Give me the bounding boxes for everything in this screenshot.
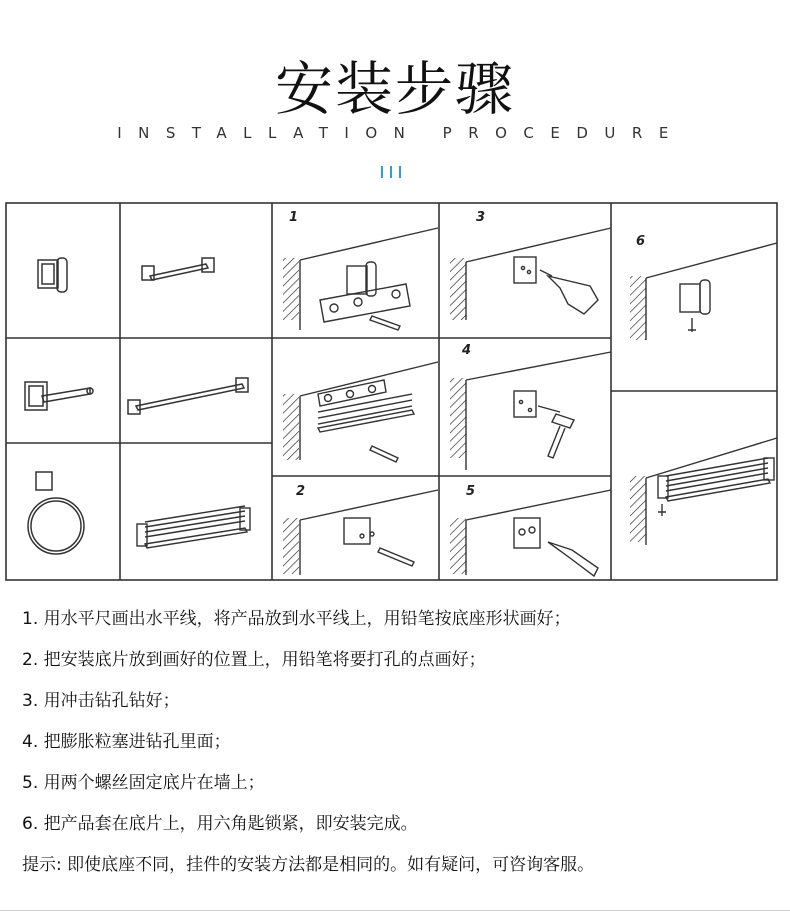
step-5-illustration <box>450 490 611 576</box>
towel-ring-product <box>28 472 84 554</box>
step-6-towel-rack-illustration <box>630 438 777 545</box>
bottom-divider <box>0 910 790 911</box>
step-1-illustration <box>283 228 438 330</box>
instruction-step-5: 5. 用两个螺丝固定底片在墙上； <box>22 773 265 793</box>
step-number-5: 5 <box>466 484 476 499</box>
robe-hook-product <box>38 258 67 292</box>
page-subtitle: INSTALLATION PROCEDURE <box>117 124 685 142</box>
step-number-4: 4 <box>462 343 472 358</box>
instruction-step-6: 6. 把产品套在底片上，用六角匙锁紧，即安装完成。 <box>22 814 418 834</box>
page-title: 安装步骤 <box>274 55 515 123</box>
instruction-step-3: 3. 用冲击钻孔钻好； <box>22 691 180 711</box>
step-number-3: 3 <box>476 210 486 225</box>
paper-holder-product <box>25 382 93 410</box>
instruction-list <box>22 606 782 893</box>
step-2-illustration <box>283 490 438 575</box>
step-number-2: 2 <box>296 484 306 499</box>
step-6-robe-hook-illustration <box>630 243 777 340</box>
towel-rack-product <box>137 506 250 548</box>
step-number-6: 6 <box>636 234 646 249</box>
instruction-step-4: 4. 把膨胀粒塞进钻孔里面； <box>22 732 231 752</box>
step-number-1: 1 <box>289 210 299 225</box>
instruction-step-2: 2. 把安装底片放到画好的位置上，用铅笔将要打孔的点画好； <box>22 650 486 670</box>
long-towel-bar-product <box>128 378 248 414</box>
instruction-tip: 提示: 即使底座不同，挂件的安装方法都是相同的。如有疑问，可咨询客服。 <box>22 855 595 875</box>
short-towel-bar-product <box>142 258 214 280</box>
instruction-step-1: 1. 用水平尺画出水平线，将产品放到水平线上，用铅笔按底座形状画好； <box>22 609 571 629</box>
step-1-rack-illustration <box>283 362 438 462</box>
step-3-illustration <box>450 228 611 320</box>
step-4-illustration <box>450 352 611 470</box>
